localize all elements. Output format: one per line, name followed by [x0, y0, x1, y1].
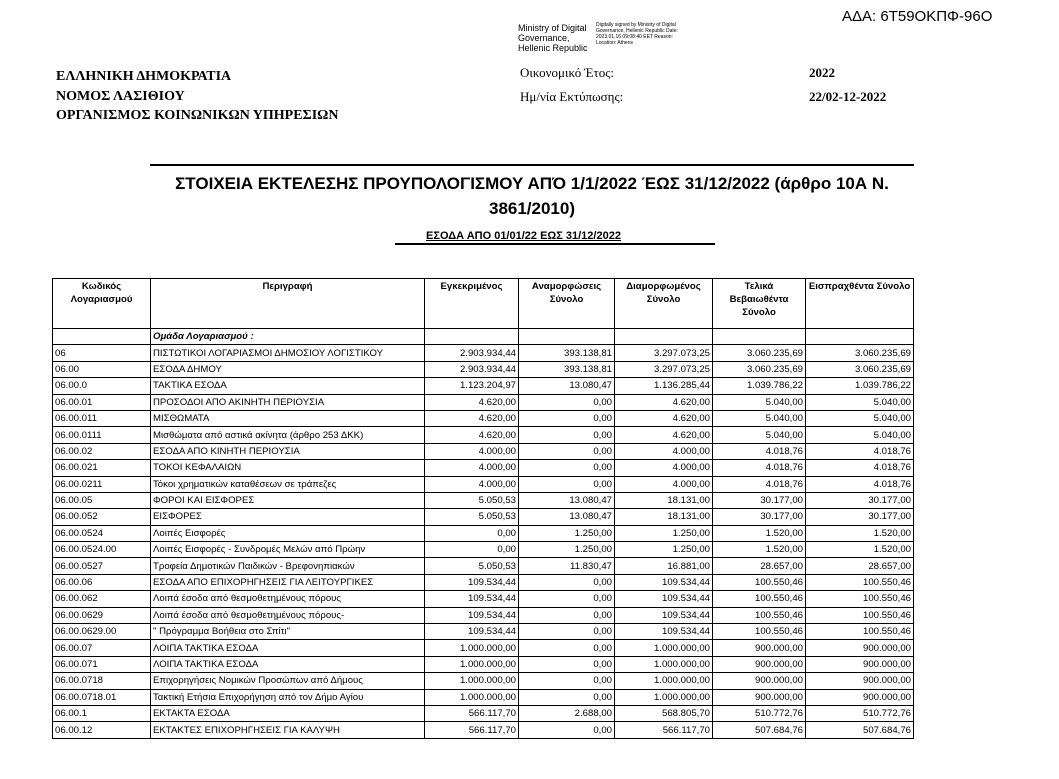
cell-formed: 4.000,00 [615, 443, 713, 459]
org-line-organization: ΟΡΓΑΝΙΣΜΟΣ ΚΟΙΝΩΝΙΚΩΝ ΥΠΗΡΕΣΙΩΝ [56, 108, 339, 123]
cell-certified: 1.520,00 [713, 525, 806, 541]
cell-certified: 5.040,00 [713, 427, 806, 443]
cell-approved: 566.117,70 [425, 705, 519, 721]
cell-approved: 109.534,44 [425, 624, 519, 640]
table-row [53, 443, 914, 459]
cell-collected: 5.040,00 [806, 427, 914, 443]
print-date-label: Ημ/νία Εκτύπωσης: [520, 89, 624, 104]
cell-formed: 3.297.073,25 [615, 361, 713, 377]
cell-formed: 1.000.000,00 [615, 689, 713, 705]
cell-collected: 100.550,46 [806, 574, 914, 590]
header-certified-total: Τελικά Βεβαιωθέντα Σύνολο [713, 279, 806, 329]
table-row [53, 476, 914, 492]
cell-certified: 3.060.235,69 [713, 345, 806, 361]
cell-revisions: 0,00 [519, 591, 615, 607]
cell-code: 06.00.07 [53, 640, 151, 656]
cell-formed: 1.136.285,44 [615, 378, 713, 394]
cell-formed: 1.000.000,00 [615, 673, 713, 689]
table-row [53, 705, 914, 721]
cell-approved: 5.050,53 [425, 492, 519, 508]
cell-formed: 109.534,44 [615, 574, 713, 590]
cell-approved: 1.123.204,97 [425, 378, 519, 394]
cell-certified: 30.177,00 [713, 492, 806, 508]
cell-formed: 1.000.000,00 [615, 656, 713, 672]
table-row [53, 394, 914, 410]
cell-code: 06 [53, 345, 151, 361]
table-row [53, 509, 914, 525]
table-row [53, 460, 914, 476]
cell-code: 06.00.0111 [53, 427, 151, 443]
table-row [53, 607, 914, 623]
cell-formed: 109.534,44 [615, 591, 713, 607]
cell-description: Λοιπά έσοδα από θεσμοθετημένους πόρους [151, 591, 425, 607]
cell-code: 06.00.0629.00 [53, 624, 151, 640]
cell-revisions: 0,00 [519, 410, 615, 426]
cell-approved: 566.117,70 [425, 722, 519, 738]
cell-certified: 100.550,46 [713, 591, 806, 607]
cell-collected: 5.040,00 [806, 394, 914, 410]
cell-approved: 0,00 [425, 525, 519, 541]
cell-description: Επιχορηγήσεις Νομικών Προσώπων από Δήμους [151, 673, 425, 689]
cell-collected: 507.684,76 [806, 722, 914, 738]
cell-approved: 4.000,00 [425, 460, 519, 476]
header-approved: Εγκεκριμένος [425, 279, 519, 329]
cell-certified: 100.550,46 [713, 574, 806, 590]
org-line-prefecture: ΝΟΜΟΣ ΛΑΣΙΘΙΟΥ [56, 88, 185, 104]
cell-formed: 1.250,00 [615, 542, 713, 558]
cell-code: 06.00 [53, 361, 151, 377]
cell-revisions: 0,00 [519, 673, 615, 689]
table-row [53, 673, 914, 689]
cell-revisions: 0,00 [519, 722, 615, 738]
cell-collected: 900.000,00 [806, 689, 914, 705]
cell-formed: 109.534,44 [615, 607, 713, 623]
table-row [53, 345, 914, 361]
cell-code: 06.00.0629 [53, 607, 151, 623]
cell-formed: 1.250,00 [615, 525, 713, 541]
cell-collected: 1.039.786,22 [806, 378, 914, 394]
cell-formed: 4.620,00 [615, 410, 713, 426]
table-row [53, 410, 914, 426]
table-row [53, 722, 914, 738]
table-row [53, 361, 914, 377]
cell-collected: 5.040,00 [806, 410, 914, 426]
cell-revisions: 2.688,00 [519, 705, 615, 721]
ada-code: ΑΔΑ: 6Τ59ΟΚΠΦ-96Ο [842, 8, 993, 25]
cell-description: ΕΚΤΑΚΤΑ ΕΣΟΔΑ [151, 705, 425, 721]
org-line-country: ΕΛΛΗΝΙΚΗ ΔΗΜΟΚΡΑΤΙΑ [56, 69, 232, 84]
cell-description: ΛΟΙΠΑ ΤΑΚΤΙΚΑ ΕΣΟΔΑ [151, 640, 425, 656]
cell-formed: 566.117,70 [615, 722, 713, 738]
cell-code: 06.00.071 [53, 656, 151, 672]
cell-certified: 3.060.235,69 [713, 361, 806, 377]
cell-certified: 4.018,76 [713, 460, 806, 476]
cell-approved: 1.000.000,00 [425, 689, 519, 705]
cell-approved: 1.000.000,00 [425, 656, 519, 672]
cell-approved: 109.534,44 [425, 574, 519, 590]
signature-details: Digitally signed by Ministry of Digital Governance, Hellenic Republic Date: 2023.01.16 09:08:40 EET Reason: Location: Athens [596, 22, 678, 46]
cell-certified: 900.000,00 [713, 689, 806, 705]
cell-collected: 4.018,76 [806, 443, 914, 459]
table-row [53, 492, 914, 508]
cell-revisions: 0,00 [519, 607, 615, 623]
cell-certified: 5.040,00 [713, 394, 806, 410]
cell-formed: 18.131,00 [615, 509, 713, 525]
table-row [53, 574, 914, 590]
cell-approved: 109.534,44 [425, 607, 519, 623]
fiscal-year-value: 2022 [809, 65, 835, 80]
cell-revisions: 1.250,00 [519, 525, 615, 541]
cell-revisions: 0,00 [519, 460, 615, 476]
cell-collected: 510.772,76 [806, 705, 914, 721]
cell-collected: 4.018,76 [806, 460, 914, 476]
cell-code: 06.00.02 [53, 443, 151, 459]
signature-signer: Ministry of Digital Governance, Hellenic Republic [518, 23, 588, 53]
print-date-value: 22/02-12-2022 [809, 89, 887, 104]
cell-formed: 568.805,70 [615, 705, 713, 721]
table-row [53, 378, 914, 394]
cell-description: ΦΟΡΟΙ ΚΑΙ ΕΙΣΦΟΡΕΣ [151, 492, 425, 508]
cell-collected: 900.000,00 [806, 656, 914, 672]
cell-certified: 30.177,00 [713, 509, 806, 525]
cell-code: 06.00.1 [53, 705, 151, 721]
group-row [53, 329, 914, 345]
cell-revisions: 0,00 [519, 443, 615, 459]
cell-certified: 1.039.786,22 [713, 378, 806, 394]
cell-description: ΜΙΣΘΩΜΑΤΑ [151, 410, 425, 426]
cell-description: ΕΣΟΔΑ ΑΠΟ ΚΙΝΗΤΗ ΠΕΡΙΟΥΣΙΑ [151, 443, 425, 459]
cell-collected: 1.520,00 [806, 525, 914, 541]
cell-approved: 4.620,00 [425, 427, 519, 443]
cell-revisions: 11.830,47 [519, 558, 615, 574]
cell-code: 06.00.021 [53, 460, 151, 476]
cell-collected: 3.060.235,69 [806, 345, 914, 361]
cell-revisions: 13.080,47 [519, 378, 615, 394]
cell-code: 06.00.011 [53, 410, 151, 426]
header-collected-total: Εισπραχθέντα Σύνολο [806, 279, 914, 329]
table-row [53, 624, 914, 640]
cell-collected: 3.060.235,69 [806, 361, 914, 377]
cell-code: 06.00.06 [53, 574, 151, 590]
cell-formed: 4.620,00 [615, 427, 713, 443]
subtitle-rule [395, 243, 715, 245]
cell-certified: 507.684,76 [713, 722, 806, 738]
cell-description: ΕΙΣΦΟΡΕΣ [151, 509, 425, 525]
table-row [53, 525, 914, 541]
title-top-rule [150, 164, 914, 166]
cell-code: 06.00.0718.01 [53, 689, 151, 705]
cell-revisions: 0,00 [519, 640, 615, 656]
cell-approved: 4.620,00 [425, 394, 519, 410]
cell-description: ΠΙΣΤΩΤΙΚΟΙ ΛΟΓΑΡΙΑΣΜΟΙ ΔΗΜΟΣΙΟΥ ΛΟΓΙΣΤΙΚΟΥ [151, 345, 425, 361]
table-row [53, 689, 914, 705]
cell-collected: 100.550,46 [806, 607, 914, 623]
cell-code: 06.00.0211 [53, 476, 151, 492]
cell-code: 06.00.0527 [53, 558, 151, 574]
header-account-code: Κωδικός Λογαριασμού [53, 279, 151, 329]
cell-code: 06.00.0718 [53, 673, 151, 689]
cell-approved: 4.620,00 [425, 410, 519, 426]
budget-table [52, 278, 914, 739]
cell-description: Τακτική Ετήσια Επιχορήγηση από τον Δήμο Αγίου [151, 689, 425, 705]
table-row [53, 427, 914, 443]
cell-description: ΕΚΤΑΚΤΕΣ ΕΠΙΧΟΡΗΓΗΣΕΙΣ ΓΙΑ ΚΑΛΥΨΗ [151, 722, 425, 738]
report-title: ΣΤΟΙΧΕΙΑ ΕΚΤΕΛΕΣΗΣ ΠΡΟΥΠΟΛΟΓΙΣΜΟΥ ΑΠΌ 1/1/2022 ΈΩΣ 31/12/2022 (άρθρο 10Α Ν. 3861/2010) [175, 174, 889, 218]
cell-revisions: 0,00 [519, 656, 615, 672]
cell-formed: 1.000.000,00 [615, 640, 713, 656]
cell-code: 06.00.05 [53, 492, 151, 508]
cell-code: 06.00.052 [53, 509, 151, 525]
cell-approved: 5.050,53 [425, 509, 519, 525]
cell-formed: 16.881,00 [615, 558, 713, 574]
cell-description: Τόκοι χρηματικών καταθέσεων σε τράπεζες [151, 476, 425, 492]
cell-description: ΕΣΟΔΑ ΔΗΜΟΥ [151, 361, 425, 377]
table-row [53, 558, 914, 574]
cell-description: ΕΣΟΔΑ ΑΠΟ ΕΠΙΧΟΡΗΓΗΣΕΙΣ ΓΙΑ ΛΕΙΤΟΥΡΓΙΚΕΣ [151, 574, 425, 590]
cell-approved: 2.903.934,44 [425, 361, 519, 377]
cell-code: 06.00.12 [53, 722, 151, 738]
cell-formed: 3.297.073,25 [615, 345, 713, 361]
cell-collected: 100.550,46 [806, 591, 914, 607]
cell-description: Λοιπές Εισφορές [151, 525, 425, 541]
fiscal-year-label: Οικονομικό Έτος: [520, 65, 615, 80]
header-description: Περιγραφή [151, 279, 425, 329]
cell-approved: 4.000,00 [425, 443, 519, 459]
table-header-row [53, 279, 914, 329]
cell-approved: 1.000.000,00 [425, 640, 519, 656]
cell-code: 06.00.0524.00 [53, 542, 151, 558]
cell-revisions: 13.080,47 [519, 509, 615, 525]
cell-description: Λοιπές Εισφορές - Συνδρομές Μελών από Πρώην [151, 542, 425, 558]
cell-formed: 4.620,00 [615, 394, 713, 410]
cell-revisions: 393.138,81 [519, 345, 615, 361]
cell-revisions: 1.250,00 [519, 542, 615, 558]
cell-approved: 4.000,00 [425, 476, 519, 492]
cell-revisions: 393.138,81 [519, 361, 615, 377]
cell-certified: 100.550,46 [713, 607, 806, 623]
group-label: Ομάδα Λογαριασμού : [151, 329, 425, 345]
cell-collected: 30.177,00 [806, 492, 914, 508]
cell-description: ΠΡΟΣΟΔΟΙ ΑΠΟ ΑΚΙΝΗΤΗ ΠΕΡΙΟΥΣΙΑ [151, 394, 425, 410]
cell-certified: 4.018,76 [713, 443, 806, 459]
cell-collected: 30.177,00 [806, 509, 914, 525]
cell-revisions: 0,00 [519, 394, 615, 410]
cell-certified: 100.550,46 [713, 624, 806, 640]
table-row [53, 591, 914, 607]
table-row [53, 640, 914, 656]
cell-revisions: 0,00 [519, 689, 615, 705]
cell-approved: 2.903.934,44 [425, 345, 519, 361]
cell-certified: 4.018,76 [713, 476, 806, 492]
cell-approved: 0,00 [425, 542, 519, 558]
cell-formed: 109.534,44 [615, 624, 713, 640]
table-row [53, 656, 914, 672]
cell-description: Τροφεία Δημοτικών Παιδικών - Βρεφονηπιακών [151, 558, 425, 574]
cell-collected: 4.018,76 [806, 476, 914, 492]
cell-code: 06.00.0 [53, 378, 151, 394]
cell-code: 06.00.062 [53, 591, 151, 607]
cell-description: ΛΟΙΠΑ ΤΑΚΤΙΚΑ ΕΣΟΔΑ [151, 656, 425, 672]
cell-certified: 510.772,76 [713, 705, 806, 721]
cell-revisions: 0,00 [519, 427, 615, 443]
cell-collected: 100.550,46 [806, 624, 914, 640]
header-revisions-total: Αναμορφώσεις Σύνολο [519, 279, 615, 329]
cell-description: Λοιπά έσοδα από θεσμοθετημένους πόρους- [151, 607, 425, 623]
organization-header [56, 67, 338, 126]
cell-collected: 28.657,00 [806, 558, 914, 574]
cell-collected: 1.520,00 [806, 542, 914, 558]
cell-certified: 900.000,00 [713, 656, 806, 672]
cell-formed: 4.000,00 [615, 476, 713, 492]
cell-formed: 18.131,00 [615, 492, 713, 508]
cell-certified: 1.520,00 [713, 542, 806, 558]
cell-certified: 28.657,00 [713, 558, 806, 574]
cell-description: Μισθώματα από αστικά ακίνητα (άρθρο 253 ΔΚΚ) [151, 427, 425, 443]
cell-certified: 900.000,00 [713, 640, 806, 656]
cell-revisions: 13.080,47 [519, 492, 615, 508]
cell-certified: 5.040,00 [713, 410, 806, 426]
cell-description: ΤΟΚΟΙ ΚΕΦΑΛΑΙΩΝ [151, 460, 425, 476]
report-subtitle: ΕΣΟΔΑ ΑΠΟ 01/01/22 ΕΩΣ 31/12/2022 [426, 230, 621, 242]
cell-description: " Πρόγραμμα Βοήθεια στο Σπίτι" [151, 624, 425, 640]
cell-certified: 900.000,00 [713, 673, 806, 689]
cell-revisions: 0,00 [519, 476, 615, 492]
cell-code: 06.00.01 [53, 394, 151, 410]
cell-formed: 4.000,00 [615, 460, 713, 476]
cell-revisions: 0,00 [519, 574, 615, 590]
cell-description: ΤΑΚΤΙΚΑ ΕΣΟΔΑ [151, 378, 425, 394]
cell-collected: 900.000,00 [806, 673, 914, 689]
cell-code: 06.00.0524 [53, 525, 151, 541]
cell-approved: 1.000.000,00 [425, 673, 519, 689]
cell-collected: 900.000,00 [806, 640, 914, 656]
cell-approved: 5.050,53 [425, 558, 519, 574]
cell-revisions: 0,00 [519, 624, 615, 640]
table-row [53, 542, 914, 558]
cell-approved: 109.534,44 [425, 591, 519, 607]
header-formed-total: Διαμορφωμένος Σύνολο [615, 279, 713, 329]
